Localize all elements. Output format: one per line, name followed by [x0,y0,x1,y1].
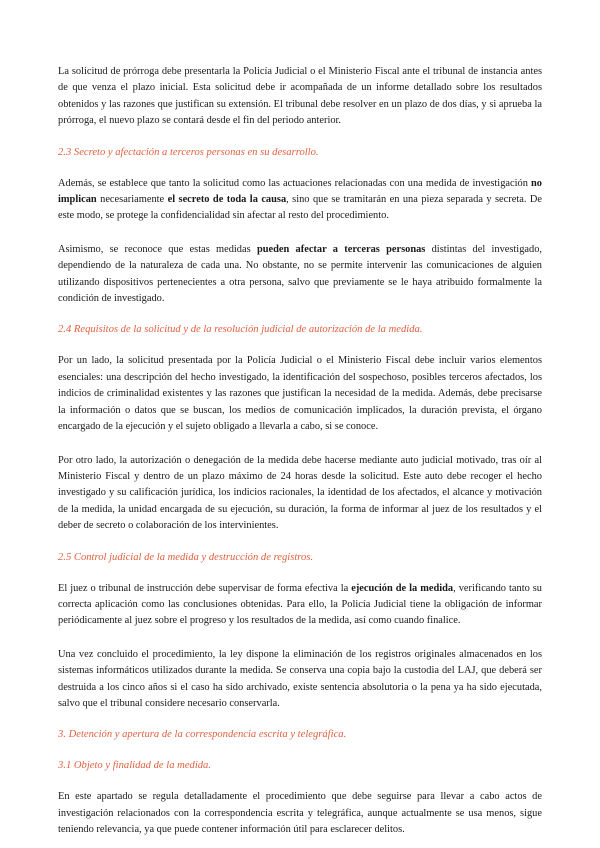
text-span: Además, se establece que tanto la solicitud como las actuaciones relacionadas con una medida de investigación [58,177,532,189]
heading-3: 3. Detención y apertura de la correspondencia escrita y telegráfica. [58,729,347,741]
paragraph-autorizacion: Por otro lado, la autorización o denegación de la medida debe hacerse mediante auto judicial motivado, tras oír al Ministerio Fiscal y dentro de un plazo máximo de 24 horas desde la solicitud. Este auto debe recoger el hecho investigado y su calificación jurídica, los indicios racionales, la identidad de los afectados, el alcance y motivación de la medida, la unidad encargada de su ejecución, su duración, la forma de informar al juez de los resultados y el deber de secreto o colaboración de los intervinientes. [58,454,542,532]
paragraph-prorroga: La solicitud de prórroga debe presentarla la Policía Judicial o el Ministerio Fiscal ante el tribunal de instancia antes de que venza el plazo inicial. Esta solicitud debe ir acompañada de un informe detallado sobre los resultados obtenidos y las razones que justifican su extensión. El tribunal debe resolver en un plazo de dos días, y si aprueba la prórroga, el nuevo plazo se contará desde el fin del periodo anterior. [58,66,542,127]
emphasis-secreto-causa: el secreto de toda la causa [167,194,287,206]
paragraph-control-judicial [58,581,542,630]
emphasis-ejecucion-medida: ejecución de la medida [351,582,454,594]
heading-3-1: 3.1 Objeto y finalidad de la medida. [58,760,211,772]
heading-2-5: 2.5 Control judicial de la medida y destrucción de registros. [58,551,314,563]
emphasis-no-implican: no implican [58,177,542,206]
text-span: El juez o tribunal de instrucción debe supervisar de forma efectiva la [58,582,352,594]
heading-2-3: 2.3 Secreto y afectación a terceros personas en su desarrollo. [58,146,319,158]
paragraph-destruccion: Una vez concluido el procedimiento, la ley dispone la eliminación de los registros originales almacenados en los sistemas informáticos utilizados durante la medida. Se conserva una copia bajo la custodia del LAJ, que deberá ser destruida a los cinco años si el caso ha sido archivado, existe sentencia absolutoria o la pena ya ha sido ejecutada, salvo que el tribunal considere necesario conservarla. [58,648,542,709]
paragraph-correspondencia: En este apartado se regula detalladamente el procedimiento que debe seguirse para llevar a cabo actos de investigación relacionados con la correspondencia escrita y telegráfica, aunque actualmente se usa menos, sigue teniendo relevancia, ya que puede contener información útil para esclarecer delitos. [58,791,542,836]
paragraph-secreto [58,176,542,225]
emphasis-terceras-personas: pueden afectar a terceras personas [256,243,426,255]
paragraph-terceros [58,242,542,308]
text-span: distintas del investigado, dependiendo de la naturaleza de cada una. No obstante, no se permite intervenir las comunicaciones de alguien utilizando dispositivos pertenecientes a otra persona, salvo que previamente se le haya atribuido formalmente la condición de investigado. [58,243,542,305]
paragraph-solicitud: Por un lado, la solicitud presentada por la Policía Judicial o el Ministerio Fiscal debe incluir varios elementos esenciales: una descripción del hecho investigado, la identificación del sospechoso, posibles terceros afectados, los indicios de criminalidad existentes y las razones que justifican la necesidad de la medida. Además, debe precisarse la información o datos que se buscan, los medios de comunicación implicados, la duración prevista, el órgano encargado de la ejecución y el sujeto obligado a llevarla a cabo, si se conoce. [58,355,542,433]
text-span: necesariamente [96,194,168,206]
text-span: , verificando tanto su correcta aplicación como las conclusiones obtenidas. Para ello, la Policía Judicial tiene la obligación de informar periódicamente al juez sobre el progreso y los resultados de la medida, así como cuando finalice. [58,582,542,627]
heading-2-4: 2.4 Requisitos de la solicitud y de la resolución judicial de autorización de la medida. [58,324,423,336]
text-span: Asimismo, se reconoce que estas medidas [58,243,257,255]
text-span: , sino que se tramitarán en una pieza separada y secreta. De este modo, se protege la confidencialidad sin afectar al resto del procedimiento. [58,194,543,222]
